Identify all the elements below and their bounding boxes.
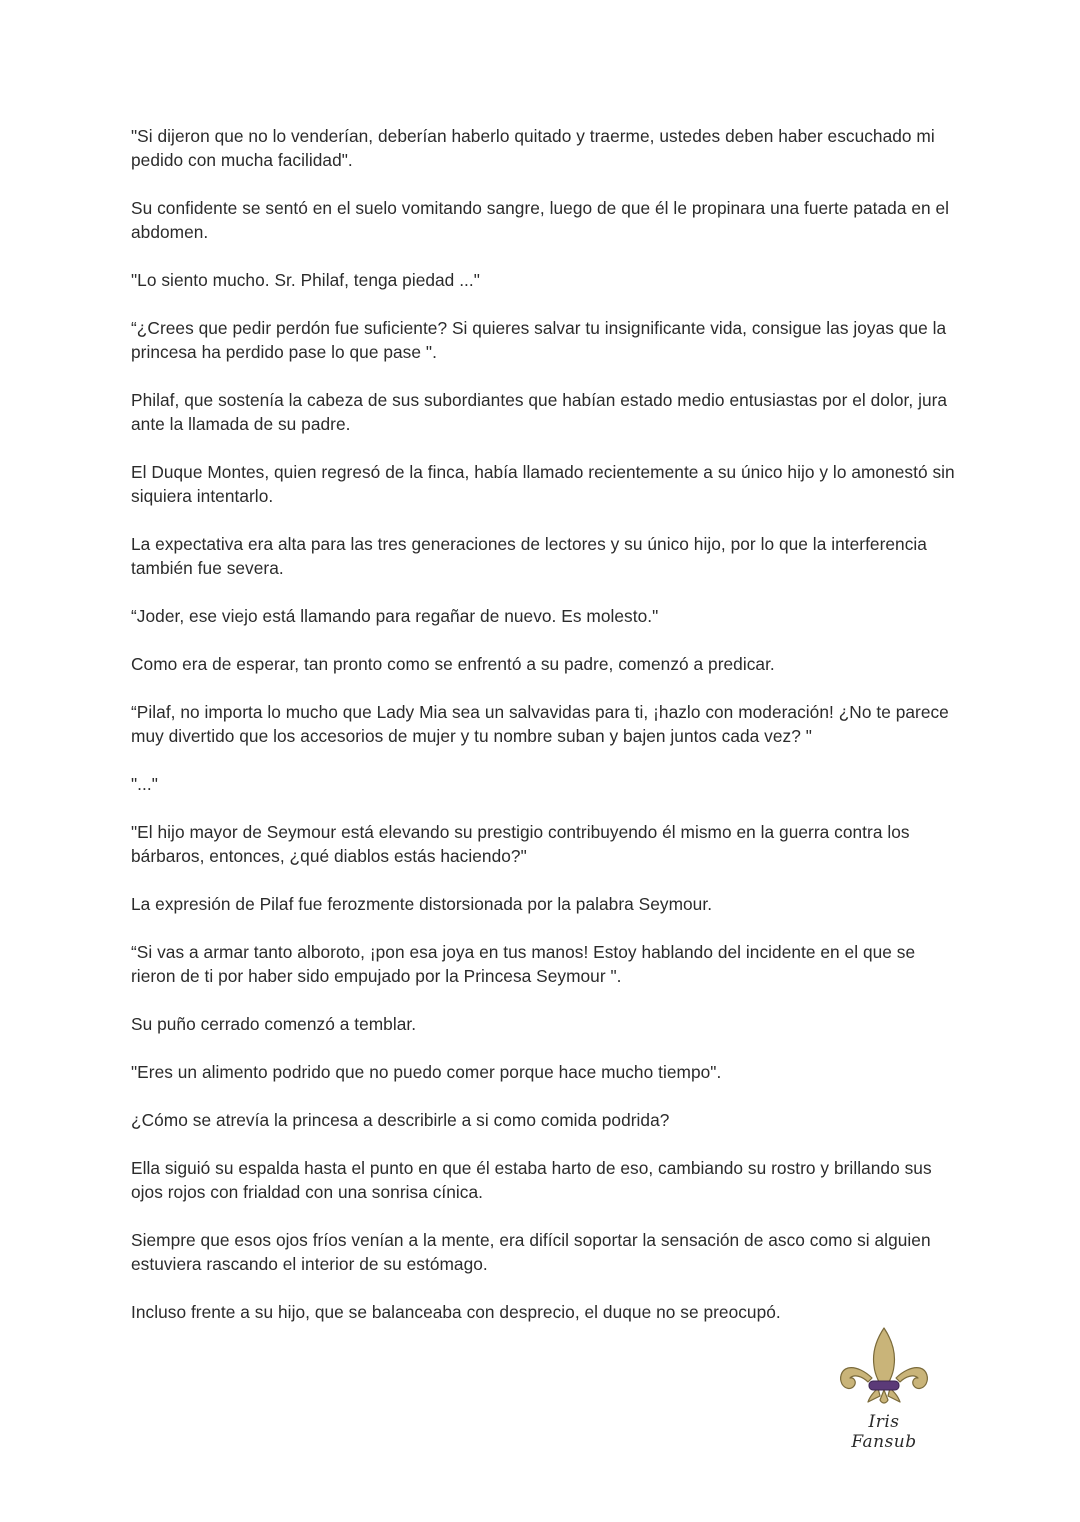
paragraph: "Si dijeron que no lo venderían, deberían haberlo quitado y traerme, ustedes deben haber escuchado mi pedido con mucha facilidad". — [131, 126, 935, 170]
document-body — [131, 124, 956, 1348]
paragraph: Philaf, que sostenía la cabeza de sus subordiantes que habían estado medio entusiastas por el dolor, jura ante la llamada de su padre. — [131, 390, 948, 434]
paragraph: "Eres un alimento podrido que no puedo comer porque hace mucho tiempo". — [131, 1062, 722, 1082]
paragraph: “Joder, ese viejo está llamando para regañar de nuevo. Es molesto." — [131, 606, 659, 626]
paragraph: La expectativa era alta para las tres generaciones de lectores y su único hijo, por lo que la interferencia también fue severa. — [131, 534, 927, 578]
paragraph: Incluso frente a su hijo, que se balanceaba con desprecio, el duque no se preocupó. — [131, 1302, 781, 1322]
paragraph: Como era de esperar, tan pronto como se enfrentó a su padre, comenzó a predicar. — [131, 654, 775, 674]
fleur-de-lis-icon — [838, 1326, 930, 1408]
paragraph: “¿Crees que pedir perdón fue suficiente? Si quieres salvar tu insignificante vida, consigue las joyas que la princesa ha perdido pase lo que pase ". — [131, 318, 947, 362]
paragraph: La expresión de Pilaf fue ferozmente distorsionada por la palabra Seymour. — [131, 894, 713, 914]
watermark-logo — [834, 1326, 934, 1452]
paragraph: Su confidente se sentó en el suelo vomitando sangre, luego de que él le propinara una fuerte patada en el abdomen. — [131, 198, 950, 242]
paragraph: Su puño cerrado comenzó a temblar. — [131, 1014, 417, 1034]
paragraph: ¿Cómo se atrevía la princesa a describirle a si como comida podrida? — [131, 1110, 670, 1130]
paragraph: Ella siguió su espalda hasta el punto en que él estaba harto de eso, cambiando su rostro y brillando sus ojos rojos con frialdad con una sonrisa cínica. — [131, 1158, 932, 1202]
paragraph: “Pilaf, no importa lo mucho que Lady Mia sea un salvavidas para ti, ¡hazlo con moderación! ¿No te parece muy divertido que los accesorios de mujer y tu nombre suban y bajen juntos cada vez? " — [131, 702, 949, 746]
watermark-text: Iris Fansub — [851, 1412, 917, 1452]
paragraph: "Lo siento mucho. Sr. Philaf, tenga piedad ..." — [131, 270, 480, 290]
paragraph: "El hijo mayor de Seymour está elevando su prestigio contribuyendo él mismo en la guerra contra los bárbaros, entonces, ¿qué diablos estás haciendo?" — [131, 822, 910, 866]
paragraph: “Si vas a armar tanto alboroto, ¡pon esa joya en tus manos! Estoy hablando del incidente en el que se rieron de ti por haber sido empujado por la Princesa Seymour ". — [131, 942, 916, 986]
paragraph: El Duque Montes, quien regresó de la finca, había llamado recientemente a su único hijo y lo amonestó sin siquiera intentarlo. — [131, 462, 955, 506]
paragraph: "..." — [131, 774, 158, 794]
paragraph: Siempre que esos ojos fríos venían a la mente, era difícil soportar la sensación de asco como si alguien estuviera rascando el interior de su estómago. — [131, 1230, 931, 1274]
